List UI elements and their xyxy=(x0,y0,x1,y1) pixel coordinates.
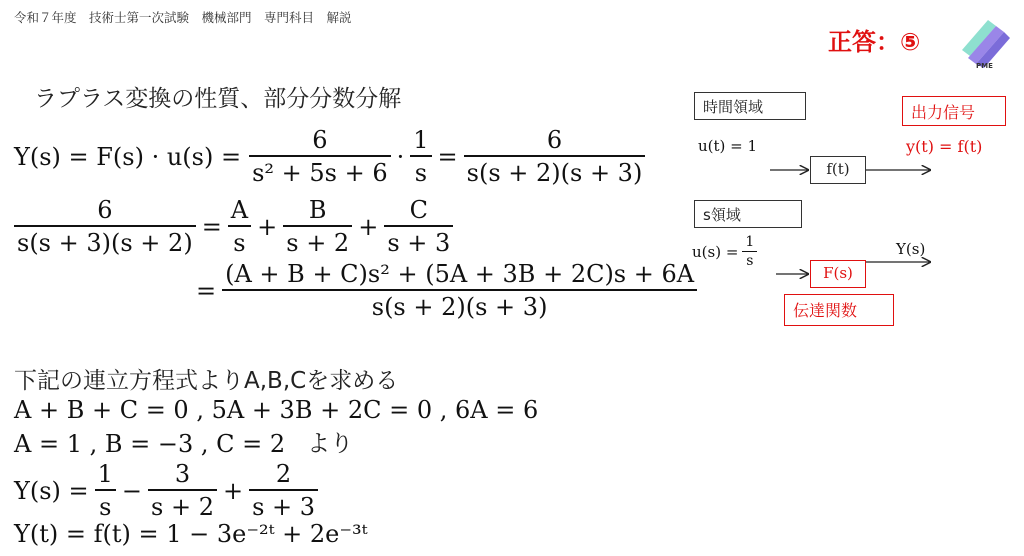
equation-2: $\frac{6}{s(s + 3)(s + 2)}$ = $\frac{A}{s}$ + $\frac{B}{s + 2}$ + $\frac{C}{s + 3}$ xyxy=(14,198,453,255)
section-heading: ラプラス変換の性質、部分分数分解 xyxy=(34,86,402,112)
eq6-t1-frac: $\frac{1}{s}$ xyxy=(95,462,116,519)
equation-4: A + B + C = 0 , 5A + 3B + 2C = 0 , 6A = 6 xyxy=(14,396,539,424)
instruction-text: 下記の連立方程式よりA,B,Cを求める xyxy=(14,368,399,394)
input-s-frac: $\frac{1}{s}$ xyxy=(742,234,757,269)
equation-7: Y(t) = f(t) = 1 − 3e⁻²ᵗ + 2e⁻³ᵗ xyxy=(14,520,368,548)
input-s-expr: u(s) = $\frac{1}{s}$ xyxy=(692,234,757,269)
equation-3: = $\frac{\text{(A + B + C)s² + (5A + 3B + 2C)s + 6A}}{s(s + 2)(s + 3)}$ xyxy=(190,262,697,319)
time-block: f(t) xyxy=(810,156,866,184)
eq2-b-frac: $\frac{B}{s + 2}$ xyxy=(283,198,352,255)
input-time-expr: u(t) = 1 xyxy=(698,137,758,155)
output-signal-label: 出力信号 xyxy=(902,96,1006,126)
eq1-frac2: $\frac{1}{s}$ xyxy=(410,128,431,185)
time-domain-label: 時間領域 xyxy=(694,92,806,120)
output-time-expr: y(t) = f(t) xyxy=(906,137,983,156)
eq3-frac: $\frac{\text{(A + B + C)s² + (5A + 3B + 2C)s + 6A}}{s(s + 2)(s + 3)}$ xyxy=(222,262,697,319)
s-block: F(s) xyxy=(810,260,866,288)
eq6-t2-frac: $\frac{3}{s + 2}$ xyxy=(148,462,217,519)
document-header: 令和７年度 技術士第一次試験 機械部門 専門科目 解説 xyxy=(14,10,352,25)
eq1-frac1: $\frac{6}{\text{s² + 5s + 6}}$ xyxy=(249,128,391,185)
eq1-lhs: Y(s) = F(s) · u(s) = xyxy=(14,142,242,171)
eq2-c-frac: $\frac{C}{s + 3}$ xyxy=(384,198,453,255)
equation-5: A = 1 , B = −3 , C = 2 より xyxy=(14,430,354,458)
s-domain-label: s領域 xyxy=(694,200,802,228)
eq2-lhs-frac: $\frac{6}{s(s + 3)(s + 2)}$ xyxy=(14,198,196,255)
equation-1: Y(s) = F(s) · u(s) = $\frac{6}{\text{s² + 5s + 6}}$ · $\frac{1}{s}$ = $\frac{6}{s(s + 2)(s + 3)}$ xyxy=(14,128,645,185)
eq2-a-frac: $\frac{A}{s}$ xyxy=(228,198,251,255)
correct-answer: 正答：⑤ xyxy=(828,28,921,56)
eq1-frac3: $\frac{6}{s(s + 2)(s + 3)}$ xyxy=(464,128,646,185)
equation-6: Y(s) = $\frac{1}{s}$ − $\frac{3}{s + 2}$ + $\frac{2}{s + 3}$ xyxy=(14,462,318,519)
eq6-t3-frac: $\frac{2}{s + 3}$ xyxy=(249,462,318,519)
transfer-function-label: 伝達関数 xyxy=(784,294,894,326)
output-s-expr: Y(s) xyxy=(896,240,926,258)
logo-text: PME xyxy=(976,62,993,70)
